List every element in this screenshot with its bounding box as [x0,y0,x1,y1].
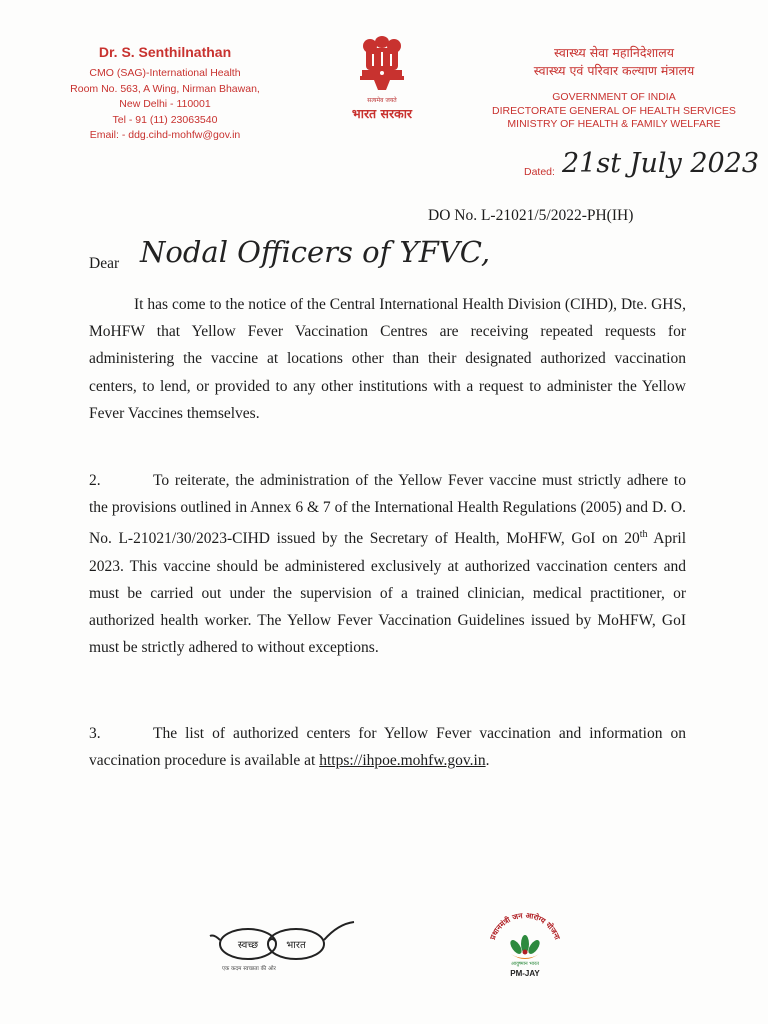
paragraph-2-superscript: th [639,529,648,541]
paragraph-3-number: 3. [89,725,101,742]
lion-capital-icon [352,34,412,92]
sender-block [40,44,290,144]
paragraph-1-text: It has come to the notice of the Central International Health Division (CIHD), Dte. GHS, MoHFW that Yellow Fever Vaccination Centres are receiving repeated requests for administering the vaccine at locations other than their designated authorized vaccination centers, to lend, or provided to any other institutions with a request to administer the Yellow Fever Vaccines themselves. [89,296,686,422]
swachh-tagline: एक कदम स्वच्छता की ओर [222,966,276,972]
sender-designation: CMO (SAG)-International Health [89,67,241,79]
ministry-hindi-line-2: स्वास्थ्य एवं परिवार कल्याण मंत्रालय [533,63,695,78]
emblem-caption: भारत सरकार [351,106,413,121]
national-emblem [342,34,422,122]
ministry-english-line-3: MINISTRY OF HEALTH & FAMILY WELFARE [507,118,721,130]
pmjay-arc-text: प्रधानमंत्री जन आरोग्य योजना [487,912,563,941]
do-number: DO No. L-21021/5/2022-PH(IH) [428,207,634,224]
paragraph-2-number: 2. [89,472,101,489]
pmjay-emblem-icon [485,912,565,982]
paragraph-2-text-b: April 2023. This vaccine should be administered exclusively at authorized vaccination centers and must be carried out under the supervision of a trained clinician, medical practitioner, or authorized health worker. The Yellow Fever Vaccination Guidelines issued by MoHFW, GoI must be strictly adhered to without exceptions. [89,530,686,657]
ministry-block [480,44,748,132]
pmjay-label: PM-JAY [510,969,540,978]
salutation-dear: Dear [89,255,120,272]
sender-email: Email: - ddg.cihd-mohfw@gov.in [89,129,241,141]
paragraph-3-end: . [485,752,490,770]
ministry-english-line-1: GOVERNMENT OF INDIA [552,91,676,103]
sender-name: Dr. S. Senthilnathan [98,44,232,60]
paragraph-2 [89,467,686,662]
ministry-english-line-2: DIRECTORATE GENERAL OF HEALTH SERVICES [492,104,736,117]
sender-city: New Delhi - 110001 [119,98,211,110]
paragraph-3 [89,720,686,774]
sender-phone: Tel - 91 (11) 23063540 [112,113,218,126]
gandhi-spectacles-icon [208,918,358,962]
emblem-motto: सत्यमेव जयते [367,97,397,104]
paragraph-2-text-a: To reiterate, the administration of the Yellow Fever vaccine must strictly adhere to the provisions outlined in Annex 6 & 7 of the International Health Regulations (2005) and D. O. No. L-21021/30/2023-CIHD issued by the Secretary of Health, MoHFW, GoI on 20 [89,472,686,548]
salutation-addressee: Nodal Officers of YFVC, [140,235,491,269]
dated-label: Dated: [524,166,555,178]
paragraph-3-text: The list of authorized centers for Yellow Fever vaccination and information on vaccination procedure is available at [89,725,686,770]
sender-room: Room No. 563, A Wing, Nirman Bhawan, [70,82,260,95]
pmjay-subtitle: आयुष्मान भारत [511,961,539,967]
paragraph-1 [89,291,686,427]
dated-value: 21st July 2023 [562,148,760,179]
ministry-hindi-line-1: स्वास्थ्य सेवा महानिदेशालय [554,45,674,60]
swachh-right-word: भारत [286,940,306,951]
pmjay-logo [485,912,565,987]
swachh-bharat-logo [208,918,358,967]
swachh-left-word: स्वच्छ [237,940,259,951]
portal-link[interactable]: https://ihpoe.mohfw.gov.in [319,752,486,770]
